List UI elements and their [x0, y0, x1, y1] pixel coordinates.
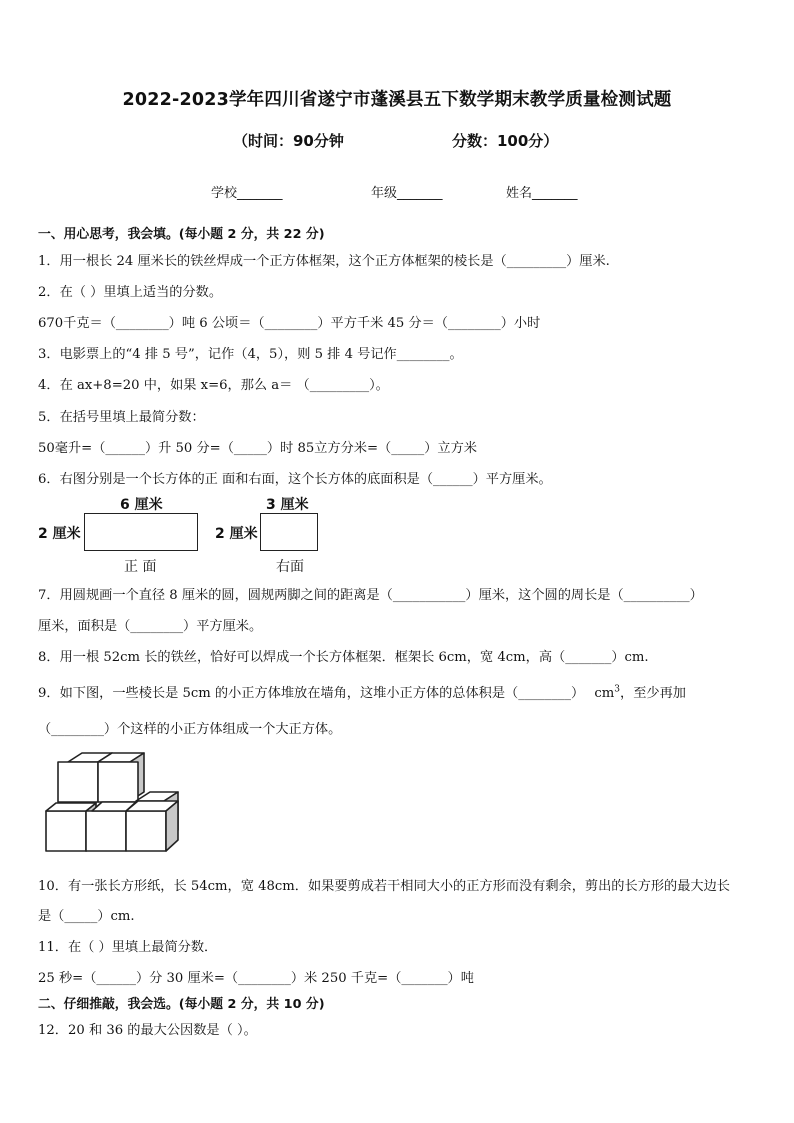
- time-label: （时间：90分钟: [233, 132, 344, 150]
- question-9-line2: （________）个这样的小正方体组成一个大正方体。: [38, 722, 342, 737]
- question-2-items: 670千克＝（________）吨 6 公顷＝（________）平方千米 45 分＝（________）小时: [38, 316, 541, 331]
- school-field: 学校_______: [211, 186, 283, 201]
- question-10-line2: 是（_____）cm.: [38, 909, 135, 924]
- front-face-rect: [84, 513, 198, 551]
- score-label: 分数：100分）: [452, 132, 559, 150]
- question-7-line2: 厘米，面积是（________）平方厘米。: [38, 619, 263, 634]
- question-2: 2．在（ ）里填上适当的分数。: [38, 285, 223, 300]
- question-7-line1: 7．用圆规画一个直径 8 厘米的圆，圆规两脚之间的距离是（___________）厘米，这个圆的周长是（__________）: [38, 588, 703, 603]
- unit-cm: cm: [594, 686, 615, 701]
- side-face-rect: [260, 513, 318, 551]
- question-11-items: 25 秒=（______）分 30 厘米=（________）米 250 千克=（_______）吨: [38, 971, 474, 986]
- name-field: 姓名_______: [506, 186, 578, 201]
- question-9-text: 9．如下图，一些棱长是 5cm 的小正方体堆放在墙角，这堆小正方体的总体积是（________）: [38, 686, 585, 701]
- question-9-line1: [38, 682, 686, 701]
- question-9-tail: ，至少再加: [620, 686, 686, 701]
- section-heading-2: 二、仔细推敲，我会选。(每小题 2 分，共 10 分): [38, 997, 325, 1012]
- unit-exponent: 3: [614, 684, 621, 695]
- question-11: 11．在（ ）里填上最简分数．: [38, 940, 218, 955]
- front-caption: 正 面: [124, 559, 157, 575]
- side-top-label: 3 厘米: [266, 497, 309, 513]
- question-6: 6．右图分别是一个长方体的正 面和右面，这个长方体的底面积是（______）平方厘米。: [38, 472, 552, 487]
- grade-field: 年级_______: [371, 186, 443, 201]
- question-4: 4．在 ax+8=20 中，如果 x=6，那么 a＝ （_________）。: [38, 378, 389, 393]
- cube: [86, 811, 126, 851]
- exam-title: 2022-2023学年四川省遂宁市蓬溪县五下数学期末教学质量检测试题: [122, 90, 672, 110]
- front-top-label: 6 厘米: [120, 497, 163, 513]
- cube: [98, 753, 144, 802]
- section-heading-1: 一、用心思考，我会填。(每小题 2 分，共 22 分): [38, 227, 325, 242]
- question-10-line1: 10．有一张长方形纸，长 54cm，宽 48cm．如果要剪成若干相同大小的正方形而没有剩余，剪出的长方形的最大边长: [38, 879, 730, 894]
- question-8: 8．用一根 52cm 长的铁丝，恰好可以焊成一个长方体框架．框架长 6cm，宽 4cm，高（_______）cm.: [38, 650, 649, 665]
- cube: [126, 801, 178, 851]
- side-left-label: 2 厘米: [215, 526, 258, 542]
- question-12: 12．20 和 36 的最大公因数是（ ）。: [38, 1023, 257, 1038]
- side-caption: 右面: [276, 559, 304, 575]
- question-1: 1．用一根长 24 厘米长的铁丝焊成一个正方体框架，这个正方体框架的棱长是（_________）厘米.: [38, 254, 610, 269]
- question-5: 5．在括号里填上最简分数：: [38, 410, 205, 425]
- question-3: 3．电影票上的“4 排 5 号”，记作（4，5），则 5 排 4 号记作________。: [38, 347, 463, 362]
- question-5-items: 50毫升=（______）升 50 分=（_____）时 85立方分米=（_____）立方米: [38, 441, 477, 456]
- cube-stack-figure: [40, 750, 190, 856]
- front-left-label: 2 厘米: [38, 526, 81, 542]
